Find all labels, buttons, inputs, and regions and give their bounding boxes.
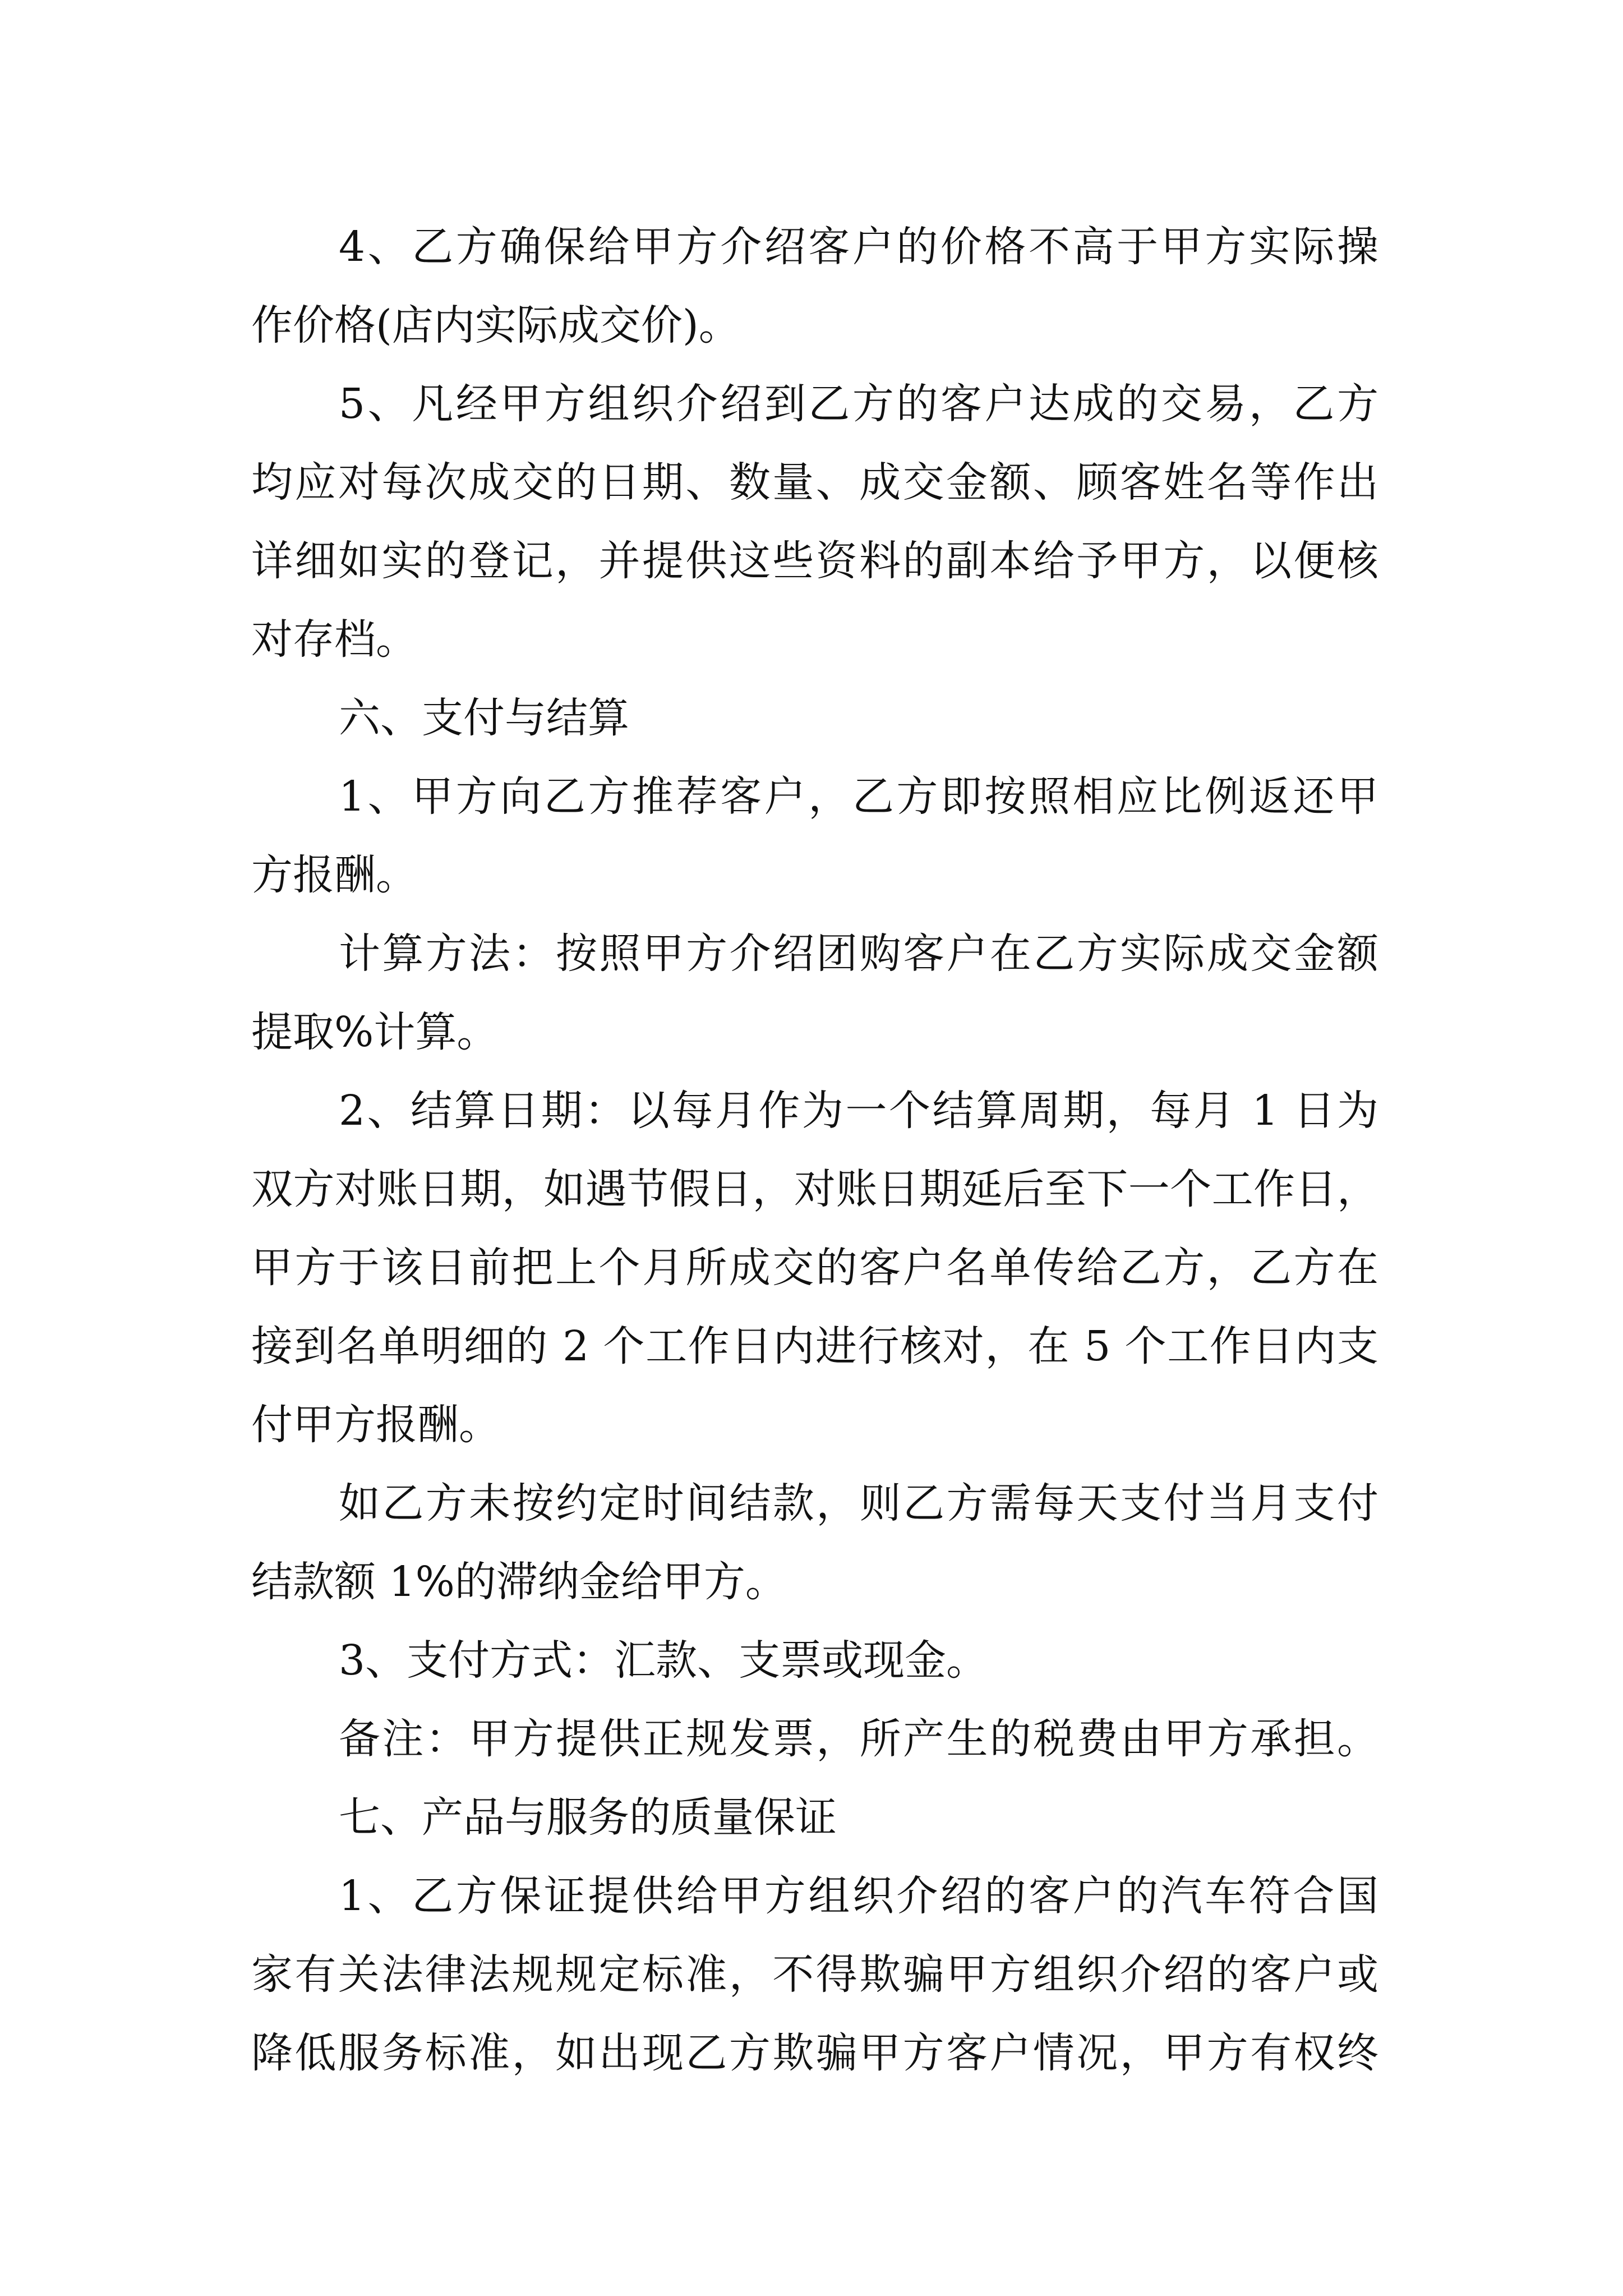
text-line: 降低服务标准，如出现乙方欺骗甲方客户情况，甲方有权终 [251,2029,1378,2077]
text-line: 方报酬。 [251,851,417,899]
text-line: 2、结算日期：以每月作为一个结算周期，每月 1 日为 [339,1087,1378,1135]
text-line: 家有关法律法规规定标准，不得欺骗甲方组织介绍的客户或 [251,1950,1378,1999]
text-line: 详细如实的登记，并提供这些资料的副本给予甲方，以便核 [251,537,1378,585]
text-line: 提取%计算。 [251,1008,499,1056]
text-line: 结款额 1%的滞纳金给甲方。 [251,1558,787,1606]
text-line: 计算方法：按照甲方介绍团购客户在乙方实际成交金额 [339,930,1378,978]
text-line: 甲方于该日前把上个月所成交的客户名单传给乙方，乙方在 [251,1244,1378,1292]
text-line: 付甲方报酬。 [251,1401,500,1449]
text-line: 均应对每次成交的日期、数量、成交金额、顾客姓名等作出 [251,458,1378,507]
text-line: 如乙方未按约定时间结款，则乙方需每天支付当月支付 [339,1479,1378,1527]
text-line: 六、支付与结算 [339,694,629,742]
text-line: 双方对账日期，如遇节假日，对账日期延后至下一个工作日， [251,1165,1378,1213]
text-line: 七、产品与服务的质量保证 [339,1793,837,1842]
text-line: 3、支付方式：汇款、支票或现金。 [339,1636,988,1685]
text-line: 备注：甲方提供正规发票，所产生的税费由甲方承担。 [339,1715,1378,1763]
text-line: 接到名单明细的 2 个工作日内进行核对，在 5 个工作日内支 [251,1322,1378,1370]
text-line: 4、乙方确保给甲方介绍客户的价格不高于甲方实际操 [339,223,1378,271]
text-line: 1、乙方保证提供给甲方组织介绍的客户的汽车符合国 [339,1872,1378,1920]
text-line: 5、凡经甲方组织介绍到乙方的客户达成的交易，乙方 [339,380,1378,428]
text-line: 1、甲方向乙方推荐客户，乙方即按照相应比例返还甲 [339,772,1378,821]
text-line: 作价格(店内实际成交价)。 [251,301,740,349]
document-body [251,208,1378,2092]
text-line: 对存档。 [251,615,417,664]
